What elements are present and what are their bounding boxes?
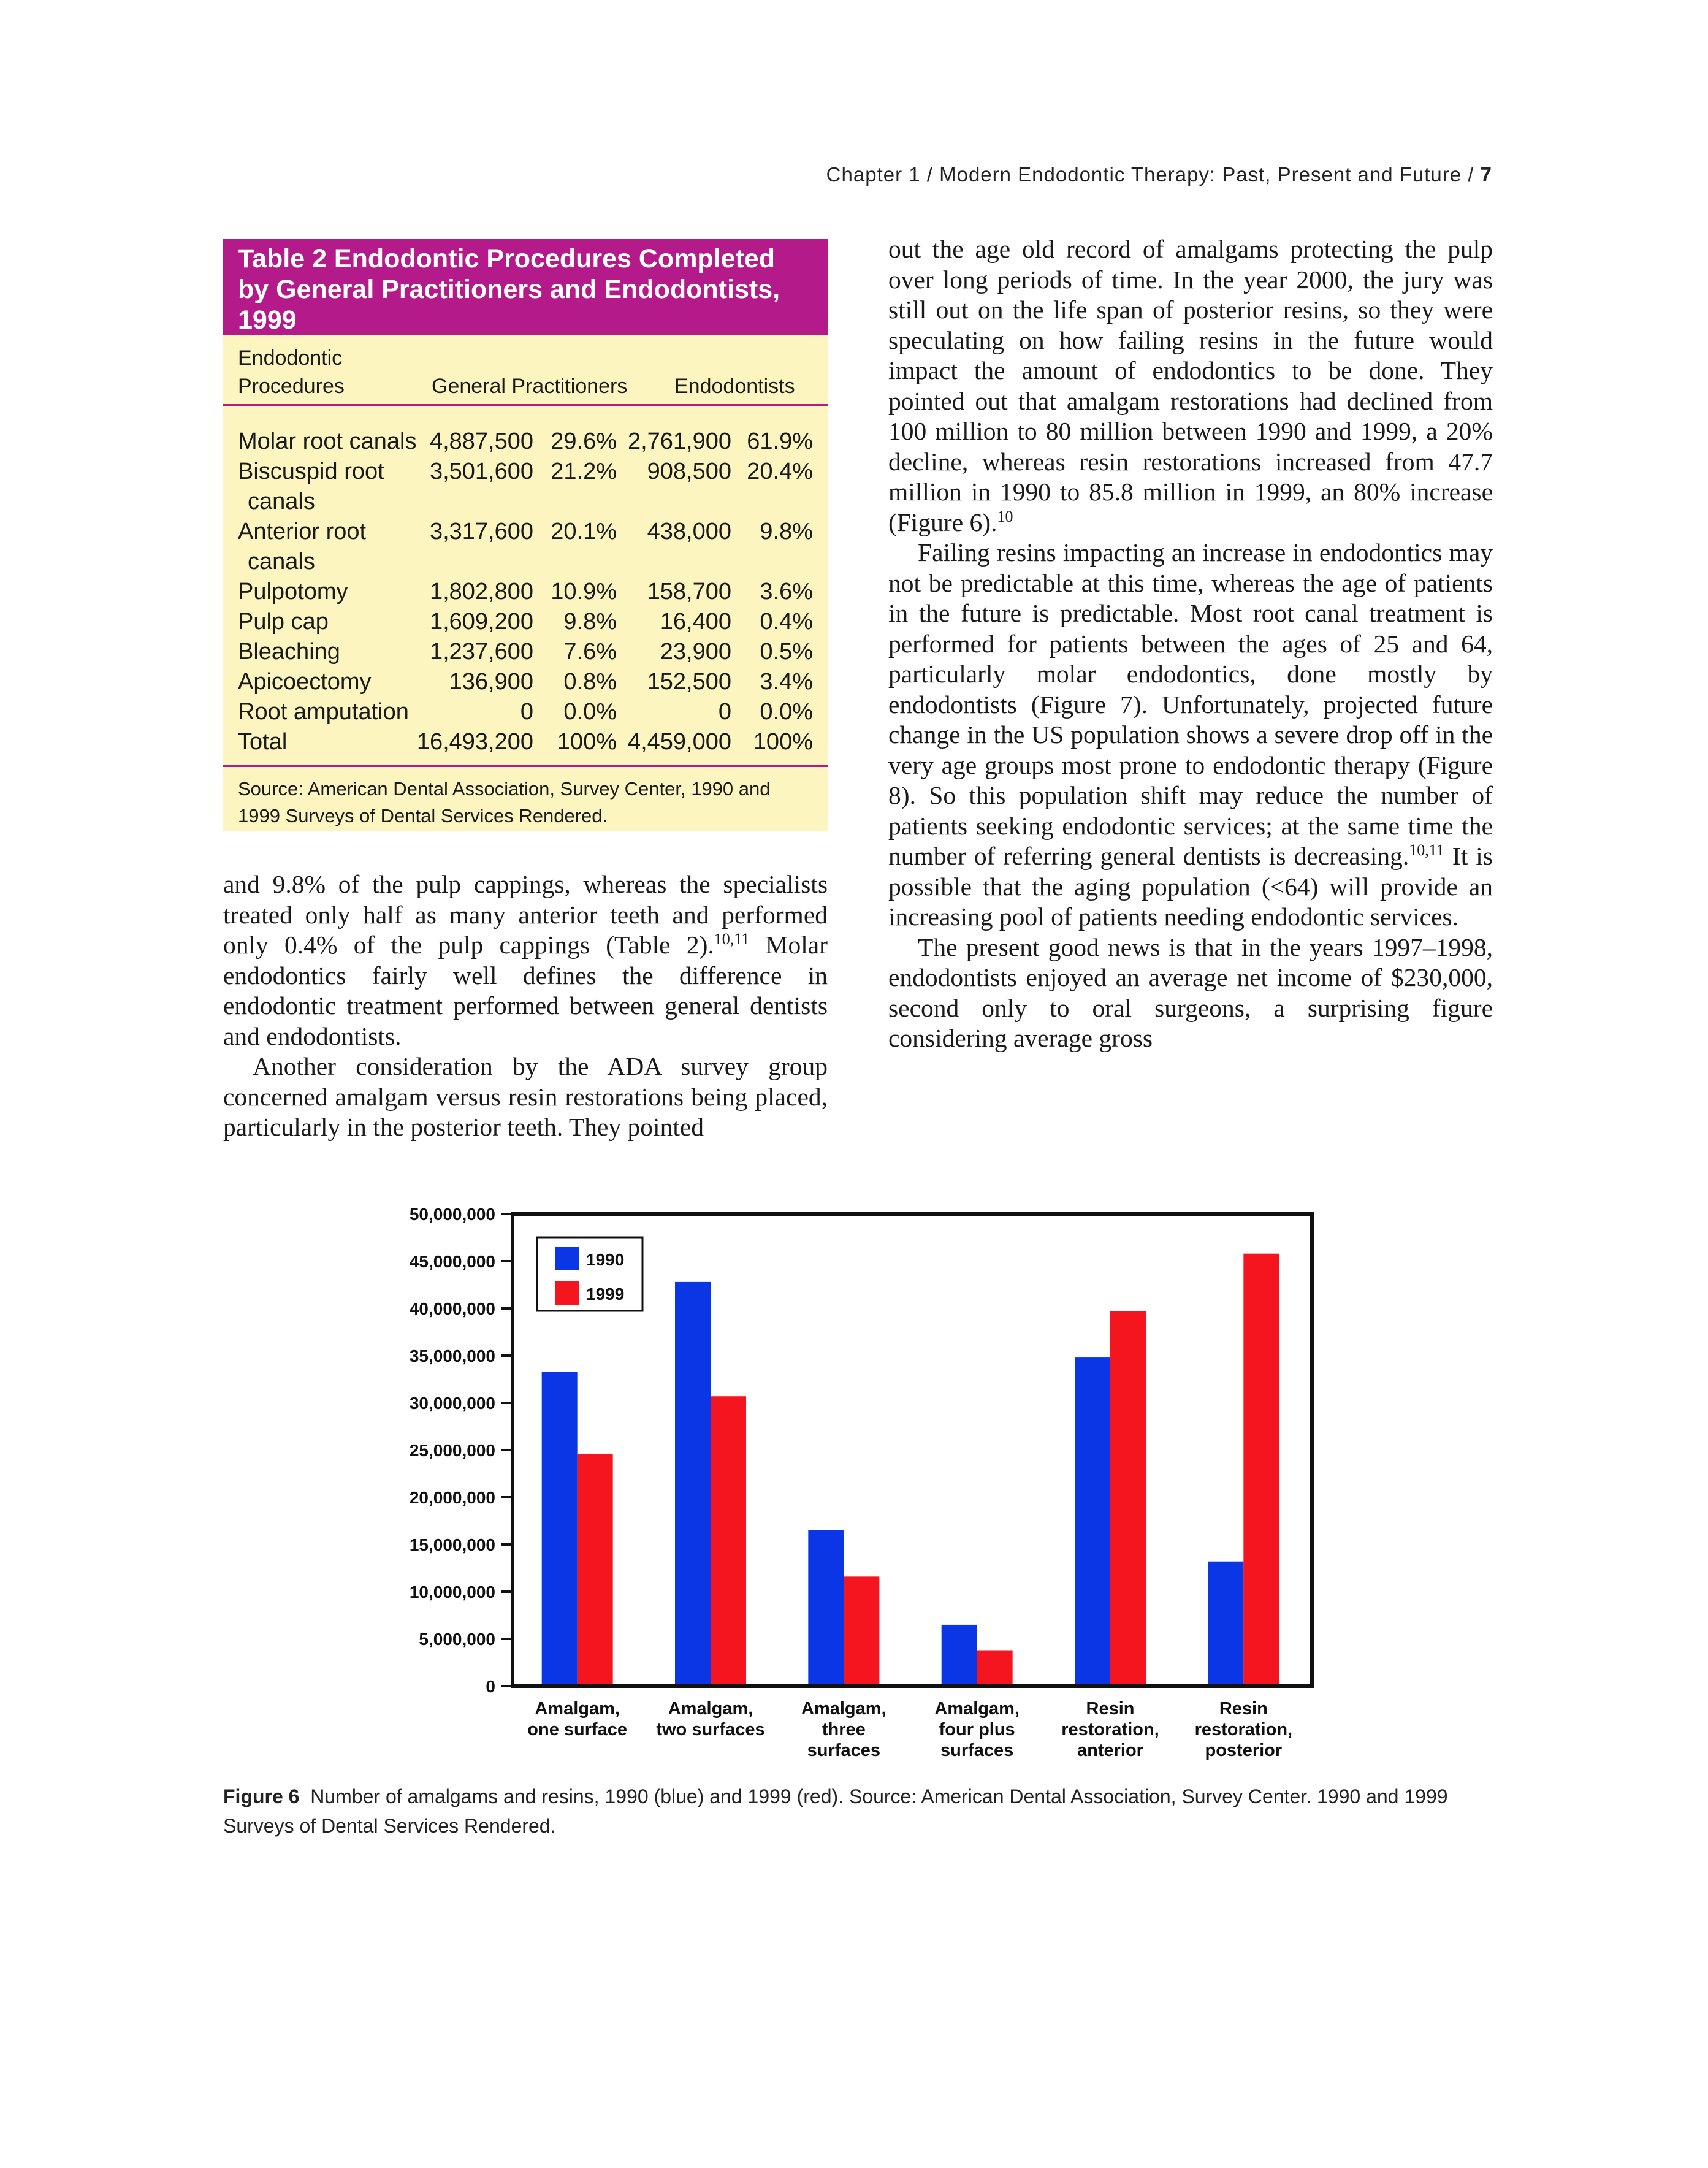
- table-cell-gp-count: 4,887,500: [429, 429, 533, 454]
- y-tick-label: 35,000,000: [409, 1346, 495, 1365]
- paragraph-text: out the age old record of amalgams protecting the pulp over long periods of time. In the year 2000, the jury was still out on the life span of posterior resins, so they were speculating on how failing resins in the future would impact the amount of endodontics to be done. They pointed out that amalgam restorations had declined from 100 million to 80 million between 1990 and 1999, a 20% decline, whereas resin restorations increased from 47.7 million in 1990 to 85.8 million in 1999, an 80% increase (Figure 6).: [888, 235, 1493, 536]
- table-cell-procedure: Root amputation: [238, 699, 409, 725]
- table-cell-procedure: Apicoectomy: [238, 669, 372, 695]
- table-cell-procedure-cont: canals: [248, 489, 315, 514]
- table-cell-gp-percent: 10.9%: [551, 579, 617, 605]
- table-cell-endo-percent: 0.0%: [760, 699, 813, 725]
- page-number: 7: [1480, 163, 1492, 186]
- x-tick-label: Resin: [1086, 1699, 1135, 1719]
- table-cell-gp-count: 1,237,600: [429, 639, 533, 665]
- table-cell-procedure: Biscuspid root: [238, 459, 384, 484]
- table-cell-gp-percent: 21.2%: [551, 459, 617, 484]
- bar-1990-5: [1208, 1562, 1243, 1686]
- table-cell-endo-percent: 3.6%: [760, 579, 813, 605]
- x-tick-label: four plus: [939, 1720, 1015, 1739]
- table-body: [223, 427, 828, 764]
- table-cell-endo-percent: 100%: [753, 729, 813, 755]
- table-cell-endo-count: 152,500: [647, 669, 731, 695]
- paragraph: Another consideration by the ADA survey group concerned amalgam versus resin restorations being placed, particularly in the posterior teeth. They pointed: [223, 1052, 828, 1141]
- table-cell-procedure: Pulp cap: [238, 609, 329, 635]
- x-tick-label: surfaces: [940, 1741, 1014, 1760]
- bar-1990-0: [542, 1372, 578, 1686]
- col-head-procedures-2: Procedures: [238, 375, 345, 398]
- col-head-endodontists: Endodontists: [674, 375, 795, 398]
- table-cell-endo-percent: 20.4%: [747, 459, 813, 484]
- paragraph: The present good news is that in the years 1997–1998, endodontists enjoyed an average net income of $230,000, second only to oral surgeons, a surprising figure considering average gross: [888, 933, 1493, 1052]
- table-cell-procedure: Anterior root: [238, 519, 367, 544]
- table-cell-gp-count: 0: [520, 699, 533, 725]
- y-tick-label: 20,000,000: [409, 1488, 495, 1507]
- table-title-line: 1999: [238, 305, 297, 335]
- paragraph-text: Failing resins impacting an increase in endodontics may not be predictable at this time, whereas the age of patients in the future is predictable. Most root canal treatment is performed for patients between the ages of 25 and 64, particularly molar endodontics, done mostly by endodontists (Figure 7). Unfortunately, projected future change in the US population shows a severe drop off in the very age groups most prone to endodontic therapy (Figure 8). So this population shift may reduce the number of patients seeking endodontic services; at the same time the number of referring general dentists is decreasing.: [888, 538, 1493, 870]
- y-tick-label: 5,000,000: [419, 1630, 495, 1649]
- table-cell-procedure: Bleaching: [238, 639, 340, 665]
- table-cell-endo-count: 158,700: [647, 579, 731, 605]
- x-tick-label: three: [822, 1720, 866, 1739]
- figure-label: Figure 6: [223, 1785, 300, 1807]
- y-tick-label: 10,000,000: [409, 1582, 495, 1601]
- x-tick-label: posterior: [1205, 1741, 1283, 1760]
- y-tick-label: 0: [486, 1677, 495, 1696]
- table-cell-gp-count: 3,317,600: [429, 519, 533, 544]
- table-cell-endo-count: 23,900: [660, 639, 731, 665]
- x-tick-label: anterior: [1077, 1741, 1143, 1760]
- figure-caption-text: Number of amalgams and resins, 1990 (blue) and 1999 (red). Source: American Dental Association, Survey Center. 1990 and 1999 Surveys of Dental Services Rendered.: [223, 1785, 1448, 1837]
- legend-label-1999: 1999: [586, 1284, 625, 1303]
- x-tick-label: one surface: [527, 1720, 628, 1739]
- x-tick-label: Amalgam,: [934, 1699, 1020, 1719]
- x-tick-label: surfaces: [807, 1741, 880, 1760]
- paragraph: [223, 869, 828, 1052]
- running-head: [826, 163, 1492, 186]
- paragraph-text: It is possible that the aging population (<64) will provide an increasing pool of patients needing endodontic services.: [888, 842, 1493, 931]
- table-cell-procedure: Molar root canals: [238, 429, 417, 454]
- citation: 10,11: [1409, 841, 1444, 860]
- table-cell-gp-percent: 0.0%: [563, 699, 617, 725]
- bar-1999-3: [977, 1650, 1013, 1686]
- table-cell-endo-count: 4,459,000: [627, 729, 731, 755]
- legend-swatch-1990: [555, 1247, 579, 1270]
- citation: 10,11: [714, 930, 750, 949]
- bar-1999-5: [1243, 1254, 1279, 1686]
- table-cell-procedure: Total: [238, 729, 288, 755]
- left-column-text: [223, 869, 828, 1143]
- table-cell-endo-percent: 0.5%: [760, 639, 813, 665]
- table-cell-endo-count: 908,500: [647, 459, 731, 484]
- running-head-title: Chapter 1 / Modern Endodontic Therapy: Past, Present and Future /: [826, 163, 1474, 186]
- paragraph: [888, 538, 1493, 933]
- legend-swatch-1999: [555, 1281, 579, 1305]
- table-source: Source: American Dental Association, Survey Center, 1990 and 1999 Surveys of Dental Services Rendered.: [223, 765, 828, 830]
- x-tick-label: Amalgam,: [535, 1699, 620, 1719]
- table-cell-gp-percent: 9.8%: [563, 609, 617, 635]
- table-column-headers: [223, 335, 828, 406]
- figure-caption: [223, 1782, 1493, 1841]
- figure-6-bar-chart: [368, 1183, 1324, 1760]
- table-cell-gp-count: 136,900: [449, 669, 533, 695]
- y-tick-label: 45,000,000: [409, 1252, 495, 1271]
- bar-1990-2: [808, 1530, 844, 1686]
- bar-1999-0: [578, 1454, 613, 1686]
- table-cell-gp-percent: 29.6%: [551, 429, 617, 454]
- bar-1999-2: [844, 1576, 879, 1686]
- right-column-text: [888, 234, 1493, 1054]
- paragraph-text: and 9.8% of the pulp cappings, whereas the specialists treated only half as many anterior teeth and performed only 0.4% of the pulp cappings (Table 2).: [223, 870, 828, 959]
- table-title-line: by General Practitioners and Endodontists,: [238, 275, 780, 304]
- table-cell-endo-percent: 0.4%: [760, 609, 813, 635]
- x-tick-label: Amalgam,: [668, 1699, 753, 1719]
- table-cell-gp-percent: 0.8%: [563, 669, 617, 695]
- col-head-general-practitioners: General Practitioners: [432, 375, 628, 398]
- citation: 10: [997, 507, 1013, 525]
- x-tick-label: two surfaces: [656, 1720, 765, 1739]
- x-tick-label: restoration,: [1194, 1720, 1293, 1739]
- y-tick-label: 40,000,000: [409, 1299, 495, 1318]
- y-tick-label: 30,000,000: [409, 1394, 495, 1413]
- paragraph: [888, 234, 1493, 538]
- table-title-line: Table 2 Endodontic Procedures Completed: [238, 244, 776, 273]
- table-cell-endo-count: 438,000: [647, 519, 731, 544]
- x-tick-label: Amalgam,: [801, 1699, 886, 1719]
- table-cell-endo-percent: 61.9%: [747, 429, 813, 454]
- table-title: [223, 239, 828, 335]
- x-tick-label: Resin: [1219, 1699, 1268, 1719]
- bar-1999-1: [711, 1396, 746, 1686]
- table-cell-endo-count: 2,761,900: [627, 429, 731, 454]
- table-cell-gp-percent: 20.1%: [551, 519, 617, 544]
- y-tick-label: 15,000,000: [409, 1535, 495, 1554]
- table-cell-endo-count: 16,400: [660, 609, 731, 635]
- y-tick-label: 50,000,000: [409, 1205, 495, 1224]
- table-cell-procedure-cont: canals: [248, 549, 315, 574]
- bar-1990-4: [1075, 1357, 1110, 1686]
- x-tick-label: restoration,: [1061, 1720, 1159, 1739]
- y-tick-label: 25,000,000: [409, 1441, 495, 1460]
- paragraph-text: Molar endodontics fairly well defines the difference in endodontic treatment performed between general dentists and endodontists.: [223, 931, 828, 1050]
- bar-1999-4: [1110, 1311, 1146, 1686]
- table-cell-procedure: Pulpotomy: [238, 579, 348, 605]
- table-cell-gp-count: 16,493,200: [416, 729, 533, 755]
- table-cell-gp-percent: 100%: [557, 729, 617, 755]
- bar-1990-3: [942, 1625, 977, 1686]
- bar-1990-1: [675, 1282, 711, 1686]
- table-cell-endo-percent: 9.8%: [760, 519, 813, 544]
- table-cell-gp-count: 1,802,800: [429, 579, 533, 605]
- table-2: [223, 239, 828, 831]
- legend-label-1990: 1990: [586, 1250, 625, 1269]
- table-cell-gp-count: 3,501,600: [429, 459, 533, 484]
- col-head-procedures-1: Endodontic: [238, 346, 343, 370]
- table-cell-gp-count: 1,609,200: [429, 609, 533, 635]
- table-cell-endo-percent: 3.4%: [760, 669, 813, 695]
- table-cell-gp-percent: 7.6%: [563, 639, 617, 665]
- table-cell-endo-count: 0: [718, 699, 731, 725]
